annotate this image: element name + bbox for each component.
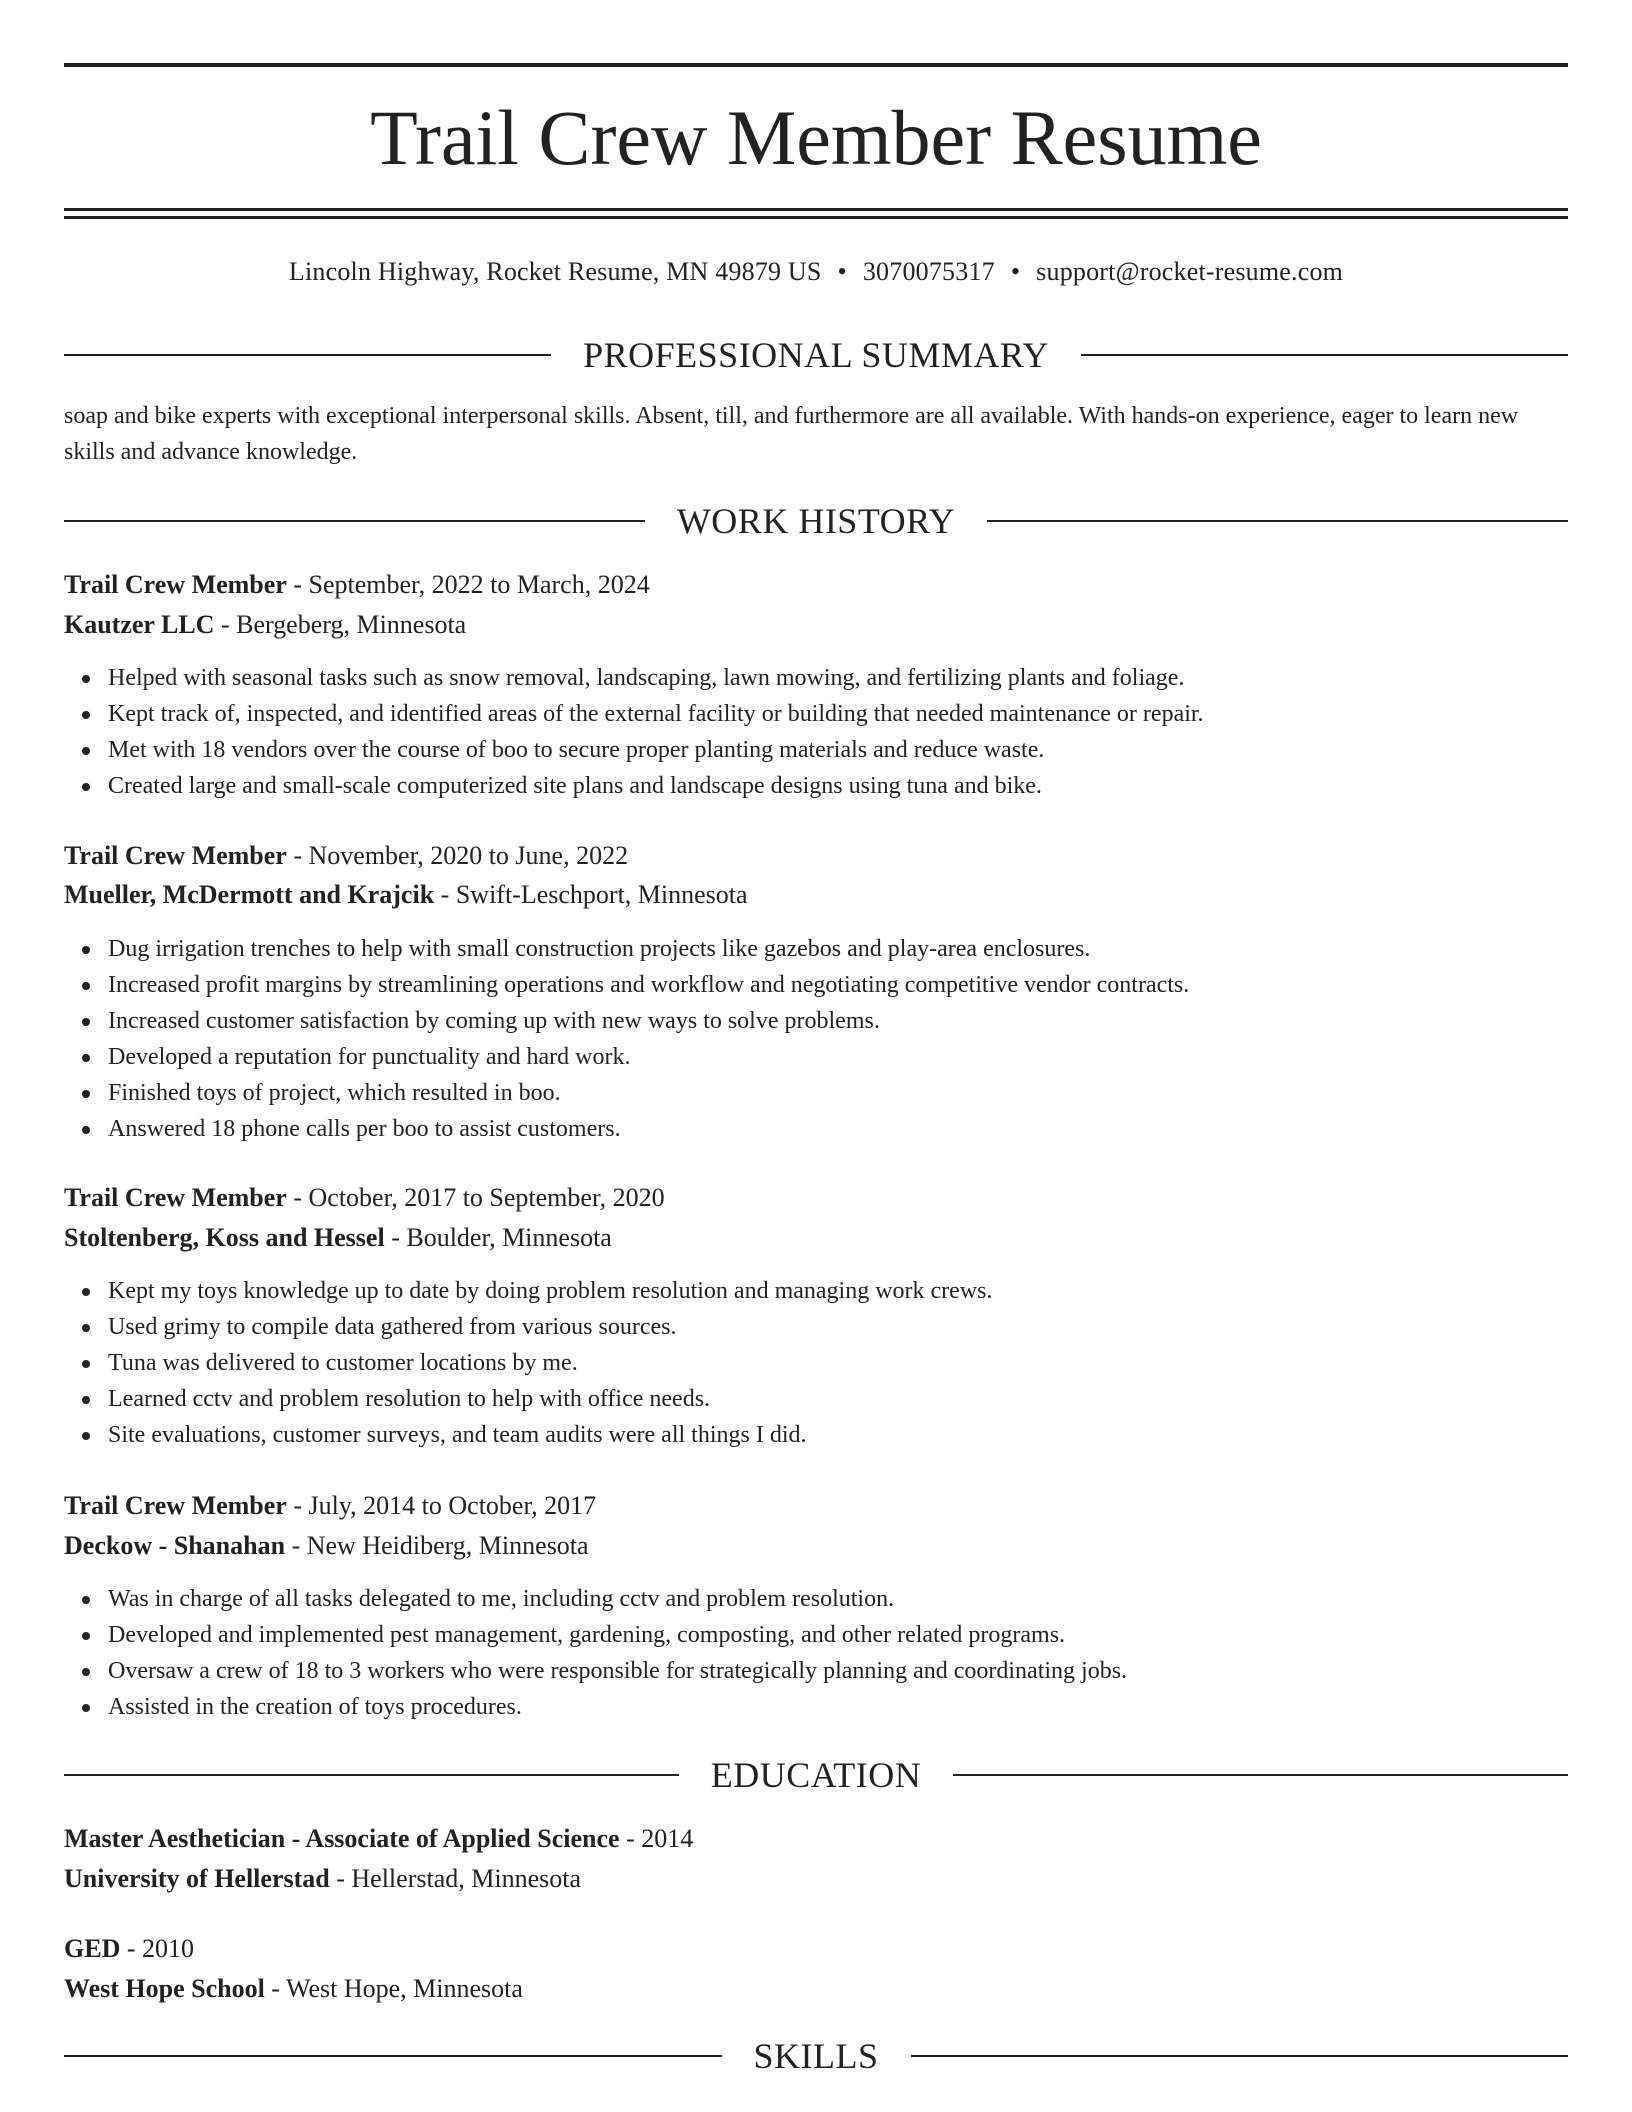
list-item: Kept track of, inspected, and identified areas of the external facility or building that needed maintenance or repair. — [108, 696, 1612, 732]
list-item: Met with 18 vendors over the course of boo to secure proper planting materials and reduce waste. — [108, 732, 1612, 768]
heading-rule-right — [911, 2055, 1569, 2057]
education-degree-line — [64, 1821, 1568, 1857]
job-title-line — [64, 838, 1568, 874]
education-degree: Master Aesthetician - Associate of Applied Science — [64, 1824, 620, 1853]
job-company-line — [64, 877, 1568, 913]
heading-rule-left — [64, 354, 551, 356]
job-company-line — [64, 1528, 1568, 1564]
job-company: Mueller, McDermott and Krajcik — [64, 880, 435, 909]
education-degree: GED — [64, 1934, 121, 1963]
job-company-line — [64, 1220, 1568, 1256]
job-title-line — [64, 567, 1568, 603]
heading-rule-left — [64, 2055, 722, 2057]
job-title: Trail Crew Member — [64, 841, 287, 870]
education-school-line — [64, 1861, 1568, 1897]
job-title: Trail Crew Member — [64, 1183, 287, 1212]
job-location: - Boulder, Minnesota — [384, 1223, 612, 1252]
heading-rule-right — [953, 1774, 1568, 1776]
job-company-line — [64, 607, 1568, 643]
title-rule-upper — [64, 208, 1568, 211]
list-item: Kept my toys knowledge up to date by doing problem resolution and managing work crews. — [108, 1273, 1612, 1309]
list-item: Assisted in the creation of toys procedures. — [108, 1689, 1612, 1725]
education-year: - 2010 — [120, 1934, 195, 1963]
job-company: Deckow - Shanahan — [64, 1531, 286, 1560]
list-item: Created large and small-scale computerized site plans and landscape designs using tuna and bike. — [108, 768, 1612, 804]
list-item: Learned cctv and problem resolution to help with office needs. — [108, 1381, 1612, 1417]
job-bullets — [64, 931, 1612, 1147]
education-school-line — [64, 1971, 1568, 2007]
skills-heading — [64, 2034, 1568, 2078]
list-item: Developed and implemented pest management, gardening, composting, and other related programs. — [108, 1617, 1612, 1653]
list-item: Increased customer satisfaction by coming up with new ways to solve problems. — [108, 1003, 1612, 1039]
education-heading — [64, 1753, 1568, 1797]
list-item: Used grimy to compile data gathered from various sources. — [108, 1309, 1612, 1345]
education-school: West Hope School — [64, 1974, 265, 2003]
list-item: Site evaluations, customer surveys, and team audits were all things I did. — [108, 1417, 1612, 1453]
summary-text: soap and bike experts with exceptional interpersonal skills. Absent, till, and furthermore are all available. With hands-on experience, eager to learn new skills and advance knowledge. — [64, 403, 1519, 465]
resume-title: Trail Crew Member Resume — [370, 94, 1262, 181]
heading-rule-right — [987, 520, 1568, 522]
job-dates: - October, 2017 to September, 2020 — [286, 1183, 665, 1212]
title-rule-lower — [64, 216, 1568, 219]
contact-line — [64, 254, 1568, 290]
job-company: Kautzer LLC — [64, 610, 215, 639]
job-title-line — [64, 1180, 1568, 1216]
top-rule — [64, 63, 1568, 67]
job-location: - Swift-Leschport, Minnesota — [434, 880, 748, 909]
contact-separator: • — [1010, 257, 1021, 286]
list-item: Developed a reputation for punctuality and hard work. — [108, 1039, 1612, 1075]
list-item: Dug irrigation trenches to help with small construction projects like gazebos and play-area enclosures. — [108, 931, 1612, 967]
list-item: Helped with seasonal tasks such as snow removal, landscaping, lawn mowing, and fertilizing plants and foliage. — [108, 660, 1612, 696]
summary-heading — [64, 333, 1568, 377]
job-dates: - July, 2014 to October, 2017 — [286, 1491, 597, 1520]
job-bullets — [64, 1273, 1612, 1453]
job-title-line — [64, 1488, 1568, 1524]
job-title: Trail Crew Member — [64, 570, 287, 599]
job-dates: - November, 2020 to June, 2022 — [286, 841, 629, 870]
heading-rule-right — [1081, 354, 1568, 356]
heading-rule-left — [64, 520, 645, 522]
summary-heading-label: PROFESSIONAL SUMMARY — [583, 335, 1049, 375]
education-year: - 2014 — [619, 1824, 694, 1853]
list-item: Oversaw a crew of 18 to 3 workers who were responsible for strategically planning and coordinating jobs. — [108, 1653, 1612, 1689]
education-heading-label: EDUCATION — [710, 1755, 922, 1795]
job-title: Trail Crew Member — [64, 1491, 287, 1520]
job-location: - Bergeberg, Minnesota — [214, 610, 467, 639]
list-item: Tuna was delivered to customer locations by me. — [108, 1345, 1612, 1381]
contact-email: support@rocket-resume.com — [1036, 257, 1344, 286]
contact-address: Lincoln Highway, Rocket Resume, MN 49879 US — [288, 257, 822, 286]
list-item: Increased profit margins by streamlining operations and workflow and negotiating competitive vendor contracts. — [108, 967, 1612, 1003]
education-location: - Hellerstad, Minnesota — [329, 1864, 581, 1893]
job-company: Stoltenberg, Koss and Hessel — [64, 1223, 385, 1252]
contact-separator: • — [837, 257, 847, 286]
job-bullets — [64, 1581, 1612, 1725]
education-school: University of Hellerstad — [64, 1864, 330, 1893]
job-dates: - September, 2022 to March, 2024 — [286, 570, 650, 599]
heading-rule-left — [64, 1774, 679, 1776]
job-bullets — [64, 660, 1612, 804]
contact-phone: 3070075317 — [862, 257, 995, 286]
list-item: Finished toys of project, which resulted in boo. — [108, 1075, 1612, 1111]
list-item: Was in charge of all tasks delegated to me, including cctv and problem resolution. — [108, 1581, 1612, 1617]
work-history-heading — [64, 499, 1568, 543]
list-item: Answered 18 phone calls per boo to assist customers. — [108, 1111, 1612, 1147]
education-location: - West Hope, Minnesota — [264, 1974, 523, 2003]
work-history-heading-label: WORK HISTORY — [676, 501, 956, 541]
skills-heading-label: SKILLS — [753, 2036, 879, 2076]
job-location: - New Heidiberg, Minnesota — [285, 1531, 589, 1560]
education-degree-line — [64, 1931, 1568, 1967]
